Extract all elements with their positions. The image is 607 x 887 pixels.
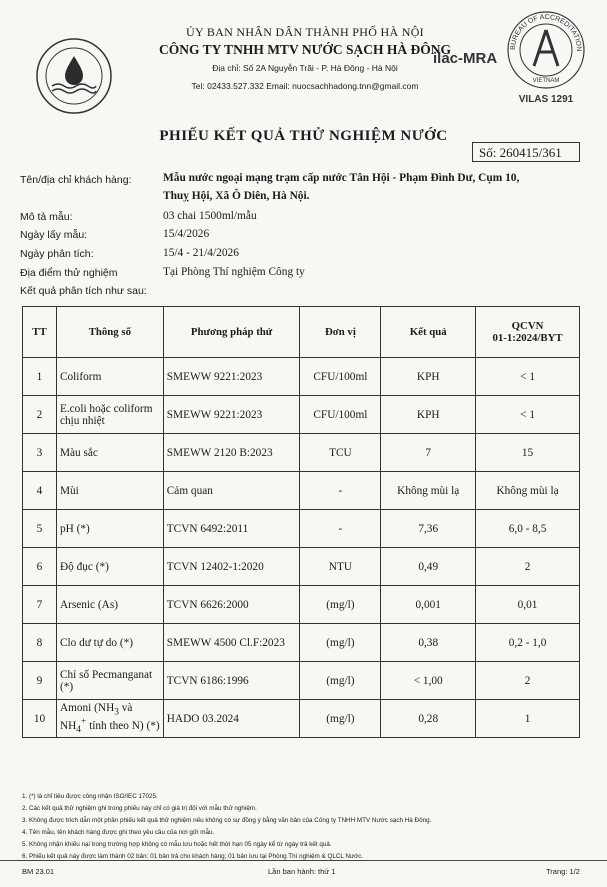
table-row [23,700,580,738]
issue-number: Lần ban hành: thứ 1 [268,867,336,876]
cell-unit: TCU [300,434,381,472]
cell-result: < 1,00 [381,662,476,700]
cell-tt: 3 [23,434,57,472]
cell-method: SMEWW 4500 Cl.F:2023 [163,624,300,662]
cell-method: SMEWW 9221:2023 [163,396,300,434]
ilac-mra-logo [432,40,502,74]
cell-tt: 10 [23,700,57,738]
param-text-3: tính theo N) (*) [86,719,160,732]
results-table [22,306,580,738]
date-analysis-label: Ngày phân tích: [20,248,94,260]
cell-unit: (mg/l) [300,586,381,624]
cell-method: TCVN 6626:2000 [163,586,300,624]
header-text [130,25,480,91]
customer-value-2: Thuỵ Hội, Xã Ô Diên, Hà Nội. [163,190,310,202]
note-item: 6. Phiếu kết quả này được làm thành 02 bản: 01 bản trả cho khách hàng; 01 bản lưu tại Phòng Thí nghiệm & QLCL Nước. [22,853,364,861]
cell-unit: - [300,510,381,548]
param-sup: + [80,717,87,728]
location-label: Địa điểm thử nghiệm [20,267,118,279]
ilac-mra-text: ilac-MRA [433,50,498,67]
cell-param: Màu sắc [56,434,163,472]
cell-result: 0,001 [381,586,476,624]
cell-param: Coliform [56,358,163,396]
cell-param: E.coli hoặc coliform chịu nhiệt [56,396,163,434]
notes-block [22,791,582,864]
cell-result: 0,49 [381,548,476,586]
cell-method: TCVN 6186:1996 [163,662,300,700]
cell-param: pH (*) [56,510,163,548]
org-line-1: ỦY BAN NHÂN DÂN THÀNH PHỐ HÀ NỘI [186,25,424,39]
vilas-code: VILAS 1291 [518,94,574,105]
cell-limit: 2 [476,662,580,700]
cell-tt: 1 [23,358,57,396]
cell-limit: 15 [476,434,580,472]
cell-limit: 0,01 [476,586,580,624]
form-code: BM 23.01 [22,867,55,876]
table-row [23,624,580,662]
cell-unit: - [300,472,381,510]
cell-tt: 9 [23,662,57,700]
cell-unit: (mg/l) [300,662,381,700]
org-contact: Tel: 02433.527.332 Email: nuocsachhadong.tnn@gmail.com [191,81,419,91]
org-line-2: CÔNG TY TNHH MTV NƯỚC SẠCH HÀ ĐÔNG [159,42,451,57]
customer-label: Tên/địa chỉ khách hàng: [20,174,132,186]
cell-tt: 7 [23,586,57,624]
cell-unit: CFU/100ml [300,358,381,396]
cell-result: 7,36 [381,510,476,548]
cell-unit: CFU/100ml [300,396,381,434]
header-qcvn-line1: QCVN [511,320,544,332]
cell-limit: < 1 [476,396,580,434]
cell-method: HADO 03.2024 [163,700,300,738]
result-intro-label: Kết quả phân tích như sau: [20,285,147,297]
sample-label: Mô tả mẫu: [20,211,73,223]
table-row [23,586,580,624]
cell-method: SMEWW 2120 B:2023 [163,434,300,472]
param-text-1: Amoni (NH [59,701,115,714]
location-value: Tại Phòng Thí nghiệm Công ty [163,266,305,278]
cell-param: Chỉ số Pecmanganat (*) [56,662,163,700]
org-address: Địa chỉ: Số 2A Nguyễn Trãi - P. Hà Đông - Hà Nội [212,63,398,73]
cell-method: TCVN 12402-1:2020 [163,548,300,586]
header-qcvn [476,307,580,358]
cell-result: KPH [381,358,476,396]
note-item: 3. Không được trích dẫn một phần phiếu kết quả thử nghiệm nếu không có sự đồng ý bằng văn bản của Công ty TNHH MTV Nước sạch Hà Đông. [22,817,432,825]
table-row [23,510,580,548]
param-text-2: và NH [59,701,133,732]
accreditation-seal [505,8,587,106]
note-item: 5. Không nhận khiếu nại trong trường hợp không có mẫu lưu hoặc hết thời hạn 05 ngày kể từ ngày trả kết quả. [22,841,332,849]
document-title: PHIẾU KẾT QUẢ THỬ NGHIỆM NƯỚC [159,128,448,144]
cell-method: Cảm quan [163,472,300,510]
cell-unit: (mg/l) [300,624,381,662]
page-number: Trang: 1/2 [546,867,580,876]
header-param: Thông số [56,307,163,358]
header-result: Kết quả [381,307,476,358]
header-tt: TT [23,307,57,358]
header-qcvn-line2: 01-1:2024/BYT [492,332,563,344]
cell-unit: NTU [300,548,381,586]
cell-param: Độ đục (*) [56,548,163,586]
table-row [23,548,580,586]
cell-tt: 4 [23,472,57,510]
sample-value: 03 chai 1500ml/mẫu [163,210,257,222]
table-header-row [23,307,580,358]
cell-limit: 0,2 - 1,0 [476,624,580,662]
cell-param: Mùi [56,472,163,510]
cell-param: Clo dư tự do (*) [56,624,163,662]
cell-method: TCVN 6492:2011 [163,510,300,548]
cell-limit: Không mùi lạ [476,472,580,510]
header-method: Phương pháp thử [163,307,300,358]
header-unit: Đơn vị [300,307,381,358]
document-number: Số: 260415/361 [472,142,580,162]
table-row [23,396,580,434]
cell-method: SMEWW 9221:2023 [163,358,300,396]
cell-param: Arsenic (As) [56,586,163,624]
customer-value-1: Mẫu nước ngoại mạng trạm cấp nước Tân Hội - Phạm Đình Dư, Cụm 10, [163,172,520,184]
cell-limit: 1 [476,700,580,738]
cell-result: 7 [381,434,476,472]
param-sub-2: 4 [76,725,81,736]
note-item: 4. Tên mẫu, tên khách hàng được ghi theo yêu cầu của nơi gửi mẫu. [22,829,215,837]
footer-divider [0,860,607,861]
cell-limit: 2 [476,548,580,586]
table-row [23,358,580,396]
note-item: 2. Các kết quả thử nghiệm ghi trong phiếu này chỉ có giá trị đối với mẫu thử nghiệm. [22,805,257,813]
cell-unit: (mg/l) [300,700,381,738]
table-row [23,662,580,700]
cell-limit: < 1 [476,358,580,396]
cell-tt: 2 [23,396,57,434]
accred-country: VIETNAM [532,78,560,84]
date-taken-value: 15/4/2026 [163,228,210,240]
accred-arc-text: BUREAU OF ACCREDITATION [509,13,583,52]
cell-tt: 5 [23,510,57,548]
company-logo [34,36,114,116]
cell-result: 0,38 [381,624,476,662]
cell-tt: 8 [23,624,57,662]
cell-tt: 6 [23,548,57,586]
date-taken-label: Ngày lấy mẫu: [20,229,88,241]
table-row [23,434,580,472]
cell-limit: 6,0 - 8,5 [476,510,580,548]
param-sub-1: 3 [114,707,119,718]
cell-param [56,700,163,738]
cell-result: 0,28 [381,700,476,738]
table-row [23,472,580,510]
cell-result: KPH [381,396,476,434]
date-analysis-value: 15/4 - 21/4/2026 [163,247,239,259]
note-item: 1. (*) là chỉ tiêu được công nhận ISO/IEC 17025. [22,793,158,800]
cell-result: Không mùi lạ [381,472,476,510]
